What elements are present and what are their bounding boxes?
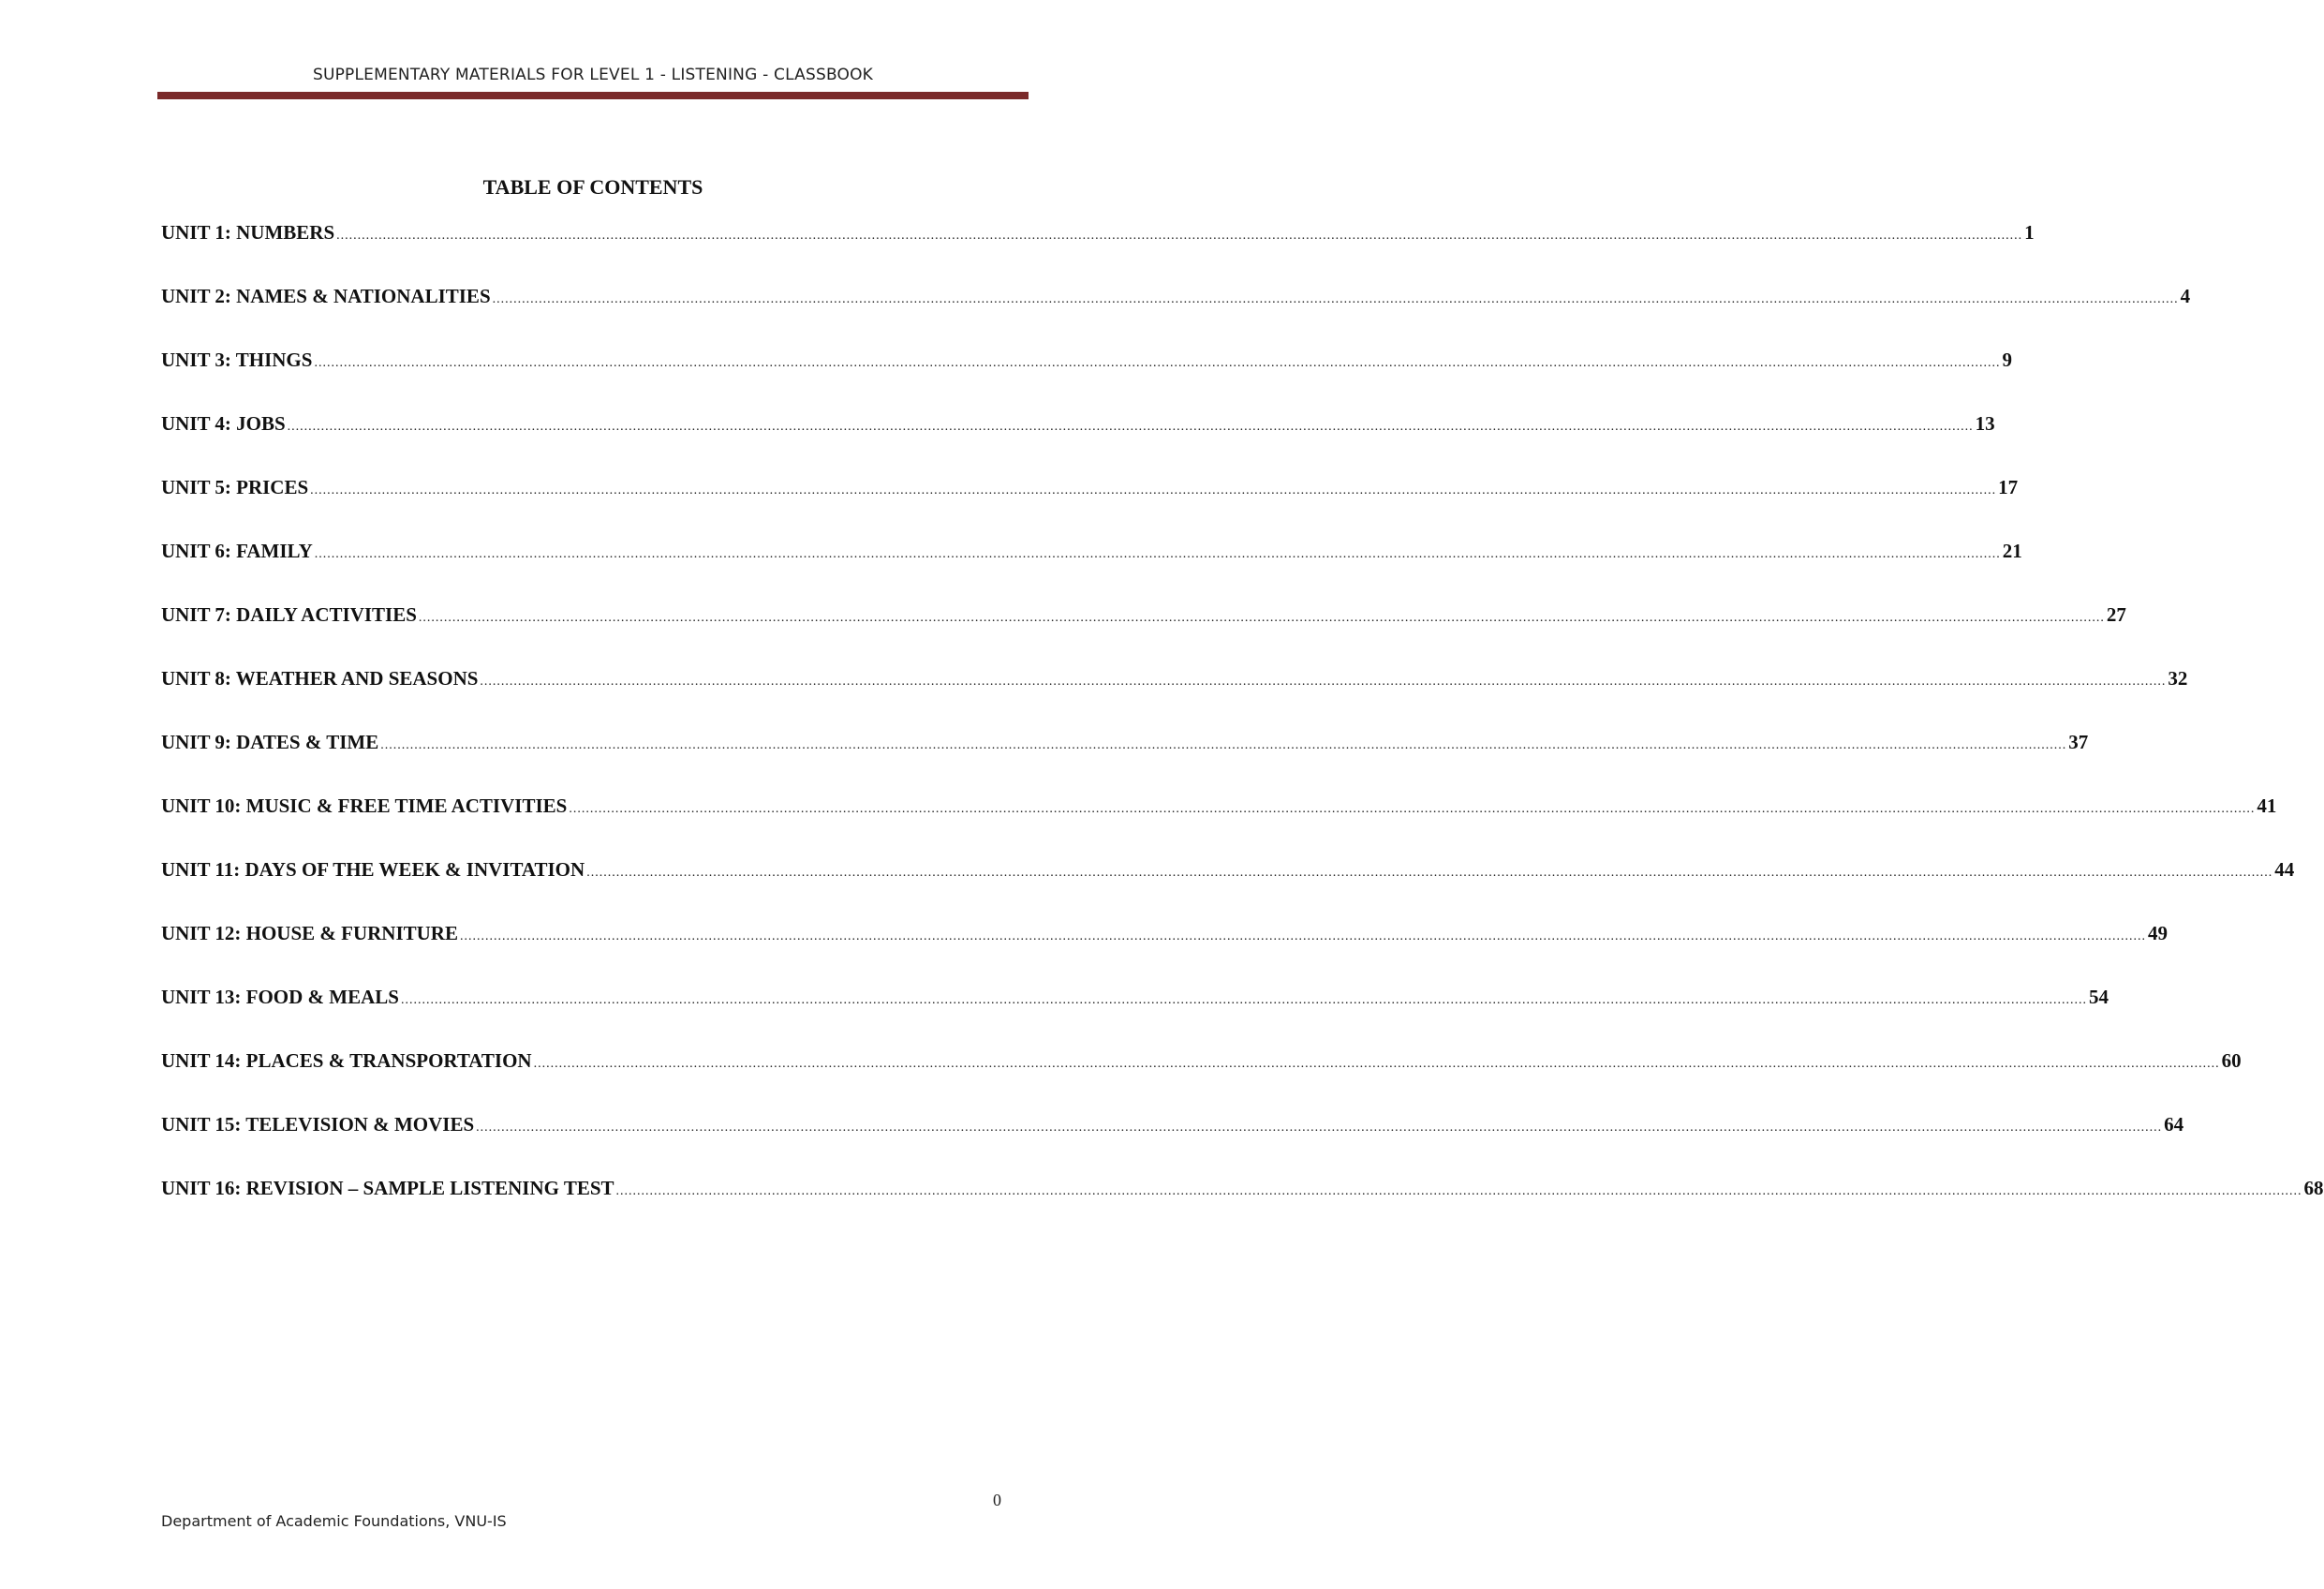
- toc-entry-label: UNIT 10: MUSIC & FREE TIME ACTIVITIES: [161, 794, 568, 817]
- toc-entry[interactable]: [161, 476, 2019, 540]
- toc-entry-label: UNIT 8: WEATHER AND SEASONS: [161, 667, 479, 690]
- toc-entry[interactable]: [161, 1049, 2242, 1113]
- toc-entry-page: 64: [2164, 1113, 2184, 1136]
- dot-leader: ................................................................................................................................................................................................................................................................................................................................................................................................................: [492, 292, 2179, 306]
- running-header: SUPPLEMENTARY MATERIALS FOR LEVEL 1 - LISTENING - CLASSBOOK: [312, 66, 874, 84]
- dot-leader: ................................................................................................................................................................................................................................................................................................................................................................................................................: [533, 1057, 2220, 1071]
- dot-leader: ................................................................................................................................................................................................................................................................................................................................................................................................................: [314, 547, 2001, 561]
- toc-entry-page: 49: [2147, 922, 2168, 944]
- toc-entry-label: UNIT 11: DAYS OF THE WEEK & INVITATION: [161, 858, 585, 881]
- toc-entry-page: 17: [1998, 476, 2019, 498]
- toc-entry-page: 27: [2106, 603, 2126, 626]
- toc-entry[interactable]: [161, 349, 2012, 412]
- dot-leader: ................................................................................................................................................................................................................................................................................................................................................................................................................: [287, 420, 1974, 434]
- dot-leader: ................................................................................................................................................................................................................................................................................................................................................................................................................: [336, 229, 2023, 243]
- toc-entry-page: 60: [2221, 1049, 2242, 1072]
- toc-entry-label: UNIT 9: DATES & TIME: [161, 731, 379, 753]
- toc-entry-label: UNIT 2: NAMES & NATIONALITIES: [161, 285, 491, 307]
- dot-leader: ................................................................................................................................................................................................................................................................................................................................................................................................................: [380, 738, 2067, 752]
- dot-leader: ................................................................................................................................................................................................................................................................................................................................................................................................................: [569, 802, 2256, 816]
- toc-entry-page: 32: [2168, 667, 2188, 690]
- toc-entry[interactable]: [161, 1177, 2324, 1240]
- toc-entry-label: UNIT 12: HOUSE & FURNITURE: [161, 922, 458, 944]
- toc-entry-page: 44: [2274, 858, 2295, 881]
- toc-entry-label: UNIT 3: THINGS: [161, 349, 313, 371]
- dot-leader: ................................................................................................................................................................................................................................................................................................................................................................................................................: [480, 675, 2167, 689]
- toc-entry[interactable]: [161, 412, 1995, 476]
- dot-leader: ................................................................................................................................................................................................................................................................................................................................................................................................................: [400, 993, 2087, 1007]
- toc-entry-page: 4: [2180, 285, 2191, 307]
- toc-entry[interactable]: [161, 986, 2109, 1049]
- toc-entry-label: UNIT 6: FAMILY: [161, 540, 313, 562]
- toc-entry[interactable]: [161, 731, 2089, 794]
- dot-leader: ................................................................................................................................................................................................................................................................................................................................................................................................................: [586, 866, 2273, 880]
- dot-leader: ................................................................................................................................................................................................................................................................................................................................................................................................................: [310, 483, 1997, 497]
- toc-entry-page: 68: [2303, 1177, 2324, 1199]
- toc-entry-page: 9: [2002, 349, 2012, 371]
- toc-entry-page: 41: [2257, 794, 2277, 817]
- toc-entry[interactable]: [161, 858, 2295, 922]
- toc-entry[interactable]: [161, 794, 2277, 858]
- header-rule: [157, 92, 1029, 99]
- toc-entry[interactable]: [161, 285, 2191, 349]
- toc-entry[interactable]: [161, 1113, 2184, 1177]
- page-number: 0: [993, 1491, 1001, 1509]
- toc-entry-label: UNIT 14: PLACES & TRANSPORTATION: [161, 1049, 532, 1072]
- toc-entry-label: UNIT 7: DAILY ACTIVITIES: [161, 603, 417, 626]
- dot-leader: ................................................................................................................................................................................................................................................................................................................................................................................................................: [459, 929, 2146, 943]
- toc-entry-label: UNIT 13: FOOD & MEALS: [161, 986, 399, 1008]
- toc-list: [161, 221, 2324, 1240]
- dot-leader: ................................................................................................................................................................................................................................................................................................................................................................................................................: [476, 1121, 2163, 1135]
- dot-leader: ................................................................................................................................................................................................................................................................................................................................................................................................................: [418, 611, 2105, 625]
- toc-entry[interactable]: [161, 667, 2188, 731]
- toc-entry-label: UNIT 16: REVISION – SAMPLE LISTENING TEST: [161, 1177, 614, 1199]
- toc-entry-label: UNIT 4: JOBS: [161, 412, 286, 435]
- dot-leader: ................................................................................................................................................................................................................................................................................................................................................................................................................: [615, 1184, 2302, 1198]
- running-footer: Department of Academic Foundations, VNU-IS: [161, 1512, 507, 1530]
- toc-entry-label: UNIT 15: TELEVISION & MOVIES: [161, 1113, 475, 1136]
- toc-entry[interactable]: [161, 221, 2035, 285]
- toc-entry-label: UNIT 1: NUMBERS: [161, 221, 335, 244]
- toc-entry-page: 13: [1975, 412, 1995, 435]
- toc-entry[interactable]: [161, 922, 2168, 986]
- dot-leader: ................................................................................................................................................................................................................................................................................................................................................................................................................: [314, 356, 2001, 370]
- toc-entry-label: UNIT 5: PRICES: [161, 476, 309, 498]
- toc-title: TABLE OF CONTENTS: [482, 175, 703, 199]
- toc-entry[interactable]: [161, 603, 2126, 667]
- toc-entry-page: 37: [2068, 731, 2089, 753]
- toc-entry-page: 54: [2088, 986, 2109, 1008]
- toc-entry-page: 21: [2002, 540, 2022, 562]
- toc-entry-page: 1: [2024, 221, 2035, 244]
- toc-entry[interactable]: [161, 540, 2022, 603]
